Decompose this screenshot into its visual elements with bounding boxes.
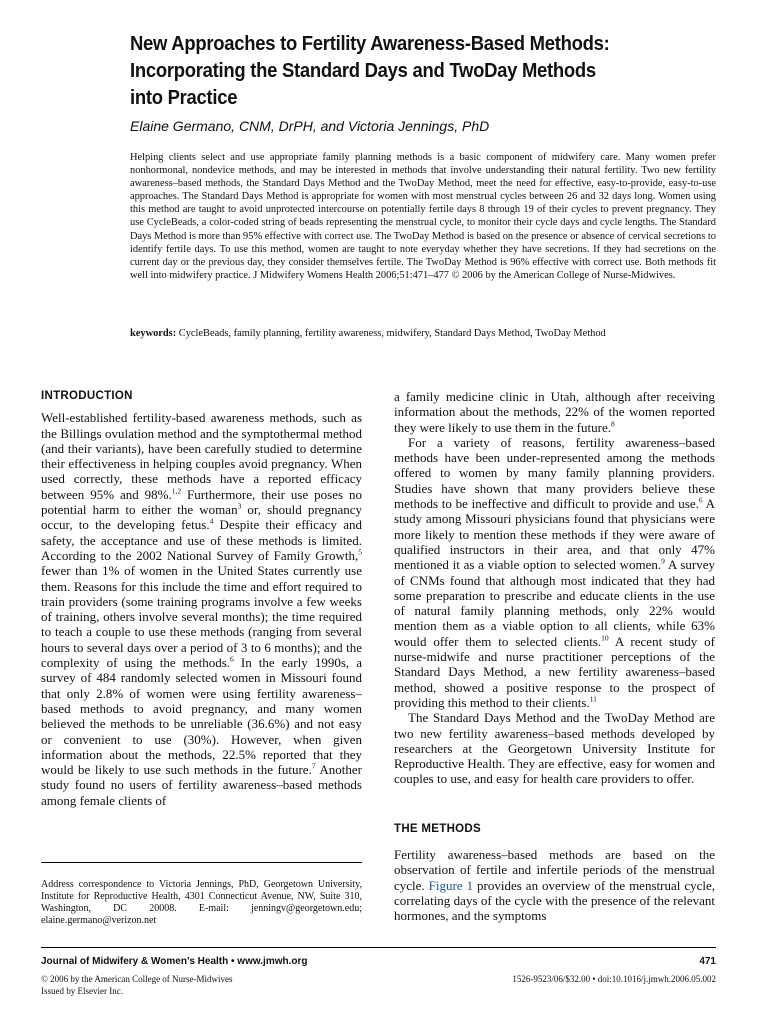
title-line-3: into Practice [130, 86, 238, 109]
right-column [394, 389, 715, 787]
article-title [130, 30, 634, 111]
copyright-line-2: Issued by Elsevier Inc. [41, 985, 123, 996]
author-line: Elaine Germano, CNM, DrPH, and Victoria Jennings, PhD [130, 118, 490, 134]
introduction-paragraph-2: For a variety of reasons, fertility awareness–based methods have been under-represented among the methods offered to women by many family planning providers. Studies have shown that many providers believe these methods to be ineffective and difficult to provide and use.$^6$ A study among Missouri physicians found that physicians were more likely to mention these methods if they were aware of qualified instructors in their area, and that only 47% mentioned it as a viable option to selected women.$^9$ A survey of CNMs found that although most indicated that they had some preparation to prescribe and educate clients in the use of natural family planning methods, only 22% would mention them as a viable option to all clients, while 63% would offer them to selected clients.$^{10}$ A recent study of nurse-midwife and nurse practitioner perceptions of the Standard Days Method, a new fertility awareness–based method, showed a positive response to the prospect of providing this method to their clients.$^{11}$ [394, 434, 716, 710]
introduction-heading: INTRODUCTION [41, 390, 133, 402]
doi-line: 1526-9523/06/$32.00 • doi:10.1016/j.jmwh.2006.05.002 [512, 974, 716, 984]
introduction-paragraph-3: The Standard Days Method and the TwoDay Method are two new fertility awareness–based methods developed by researchers at the Georgetown University Institute for Reproductive Health. They are effective, easy for women and couples to use, and easy for health care providers to offer. [394, 710, 715, 787]
title-line-2: Incorporating the Standard Days and TwoDay Methods [130, 59, 596, 82]
keywords-label: keywords: [130, 328, 177, 339]
methods-column [394, 847, 715, 923]
footer-divider [41, 947, 716, 948]
left-column [41, 389, 362, 808]
correspondence-footnote: Address correspondence to Victoria Jennings, PhD, Georgetown University, Institute for Reproductive Health, 4301 Connecticut Avenue, NW, Suite 310, Washington, DC 20008. E-mail: jenningv@georgetown.edu; elaine.germano@verizon.net [41, 879, 362, 926]
copyright-notice [41, 974, 233, 997]
footnote-divider [41, 862, 362, 863]
title-line-1: New Approaches to Fertility Awareness-Based Methods: [130, 32, 610, 55]
abstract: Helping clients select and use appropriate family planning methods is a basic component of midwifery care. Many women prefer nonhormonal, nondevice methods, and may be interested in methods that involve understanding their natural fertility. Two new fertility awareness–based methods, the Standard Days Method and the TwoDay Method, meet the need for effective, easy-to-provide, easy-to-use approaches. The Standard Days Method is appropriate for women with most menstrual cycles between 26 and 32 days long. Women using this method are taught to avoid unprotected intercourse on potentially fertile days 8 through 19 of their cycles to prevent pregnancy. They use CycleBeads, a color-coded string of beads representing the menstrual cycle, to monitor their cycle days and cycle lengths. The Standard Days Method is more than 95% effective with correct use. The TwoDay Method is based on the presence or absence of cervical secretions to identify fertile days. To use this method, women are taught to note everyday whether they have secretions. If they had secretions on the current day or the previous day, they consider themselves fertile. The TwoDay Method is 96% effective with correct use. Both methods fit well into midwifery practice. J Midwifery Womens Health 2006;51:471–477 © 2006 by the American College of Nurse-Midwives. [130, 152, 716, 281]
keywords [130, 327, 716, 340]
introduction-paragraph-1-continued: a family medicine clinic in Utah, although after receiving information about the methods, 22% of the women reported they were likely to use them in the future.$^8$ [394, 389, 715, 435]
methods-heading: THE METHODS [394, 823, 481, 835]
copyright-line-1: © 2006 by the American College of Nurse-Midwives [41, 974, 233, 984]
methods-paragraph-1: Fertility awareness–based methods are based on the observation of fertile and infertile periods of the menstrual cycle. Figure 1 provides an overview of the menstrual cycle, correlating days of the cycle with the presence of the relevant hormones, and the symptoms [394, 847, 715, 924]
journal-name: Journal of Midwifery & Women’s Health • www.jmwh.org [41, 956, 308, 967]
introduction-paragraph-1: Well-established fertility-based awareness methods, such as the Billings ovulation method and the symptothermal method (and their variants), have been carefully studied to determine their effectiveness in helping couples avoid pregnancy. When used correctly, these methods have a reported efficacy between 95% and 98%.$^{1,2}$ Furthermore, their use poses no potential harm to either the woman$^3$ or, should pregnancy occur, to the developing fetus.$^4$ Despite their efficacy and safety, the acceptance and use of these methods is limited. According to the 2002 National Survey of Family Growth,$^5$ fewer than 1% of women in the United States currently use them. Reasons for this include the time and effort required to train providers (some training programs involve a few weeks of training, others involve several months); the time required to teach a couple to use these methods (ranging from several hours to several days over a period of 3 to 6 months); and the complexity of using the methods.$^6$ In the early 1990s, a survey of 484 randomly selected women in Missouri found that only 2.8% of women were using fertility awareness–based methods to avoid pregnancy, and many women believed the methods to be unreliable (36.6%) and not easy or convenient to use (30%). However, when given information about the methods, 22.5% reported that they would be likely to use such methods in the future.$^7$ Another study found no users of fertility awareness–based methods among female clients of [41, 410, 362, 808]
figure-1-link[interactable]: Figure 1 [428, 877, 474, 893]
page-number: 471 [699, 956, 716, 967]
keywords-text: CycleBeads, family planning, fertility awareness, midwifery, Standard Days Method, TwoDay Method [178, 328, 606, 339]
